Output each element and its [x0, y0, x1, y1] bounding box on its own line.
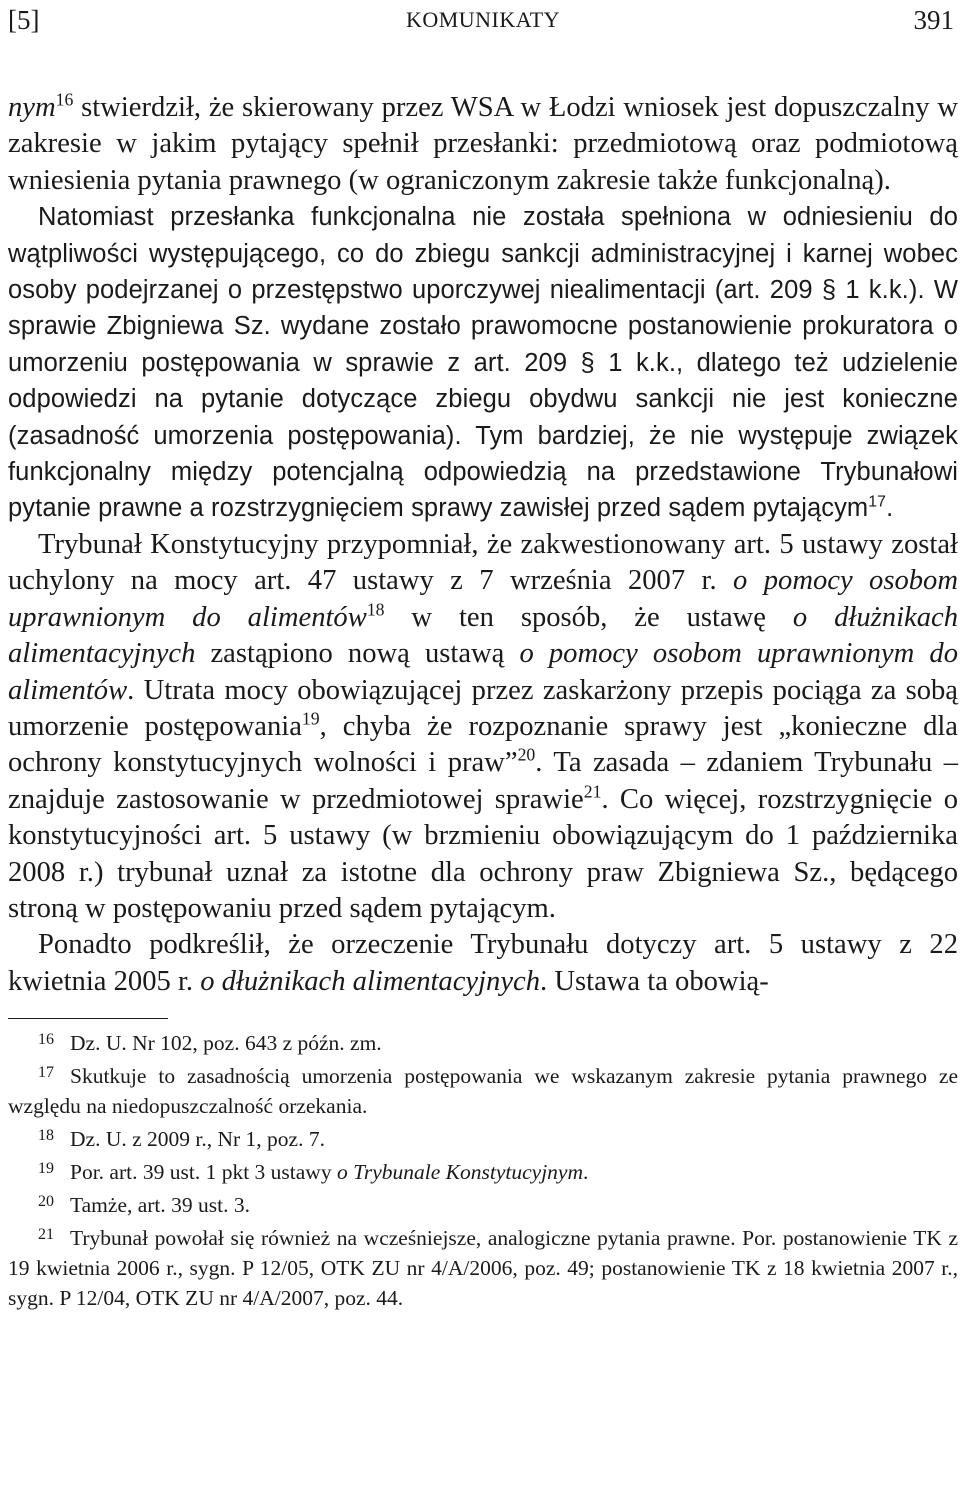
footnote-19	[8, 1154, 958, 1187]
footnote-number: 20	[38, 1193, 54, 1211]
italic-act-title: o pomocy osobom uprawnionym do alimentów	[8, 638, 958, 706]
paragraph-2-text: Natomiast przesłanka funkcjonalna nie została spełniona w odniesieniu do wątpliwości występującego, co do zbiegu sankcji administracyjnej i karnej wobec osoby podejrzanej o przestępstwo uporczywej niealimentacji (art. 209 § 1 k.k.). W sprawie Zbigniewa Sz. wydane zostało prawomocne postanowienie prokuratora o umorzeniu postępowania w sprawie z art. 209 § 1 k.k., dlatego też udzielenie odpowiedzi na pytanie dotyczące zbiegu obydwu sankcji nie jest konieczne (zasadność umorzenia postępowania). Tym bardziej, że nie występuje związek funkcjonalny między potencjalną odpowiedzią na przedstawione Trybunałowi pytanie prawne a rozstrzygnięciem sprawy zawisłej przed sądem pytającym	[8, 203, 958, 523]
footnote-number: 18	[38, 1127, 54, 1145]
italic-act-title: o dłużnikach alimentacyjnych	[8, 601, 958, 670]
footnote-ref-21: 21	[583, 781, 602, 802]
footnote-18	[8, 1121, 958, 1154]
footnote-21	[8, 1220, 958, 1313]
italic-act-title: o dłużnikach alimentacyjnych	[200, 965, 541, 997]
body-text	[8, 90, 958, 1000]
footnote-ref-20: 20	[517, 744, 536, 765]
paragraph-4-text-a: Ponadto podkreślił, że orzeczenie Trybunału dotyczy art. 5 ustawy z 22 kwietnia 2005 r.	[8, 929, 958, 997]
footnote-text: Tamże, art. 39 ust. 3.	[70, 1193, 250, 1218]
paragraph-3-text-g: . Utrata mocy obowiązującej przez zaskarżony przepis pociąga za sobą umorzenie postępowania	[8, 674, 958, 742]
paragraph-3-text-i: . Ta zasada – zdaniem Trybunału – znajduje zastosowanie w przedmiotowej sprawie	[8, 747, 958, 815]
page-header	[8, 0, 958, 46]
footnotes	[8, 1025, 958, 1313]
paragraph-3-text-c: w ten sposób, że ustawę	[384, 601, 793, 633]
footnote-number: 17	[38, 1064, 54, 1082]
footnote-ref-19: 19	[301, 708, 320, 729]
running-title: KOMUNIKATY	[405, 7, 561, 32]
footnote-text-end: .	[583, 1160, 589, 1185]
paragraph-2-end: .	[886, 494, 894, 523]
footnote-16	[8, 1025, 958, 1058]
footnote-17	[8, 1058, 958, 1121]
footnote-separator	[8, 1018, 168, 1019]
paragraph-3-text-j: . Co więcej, rozstrzygnięcie o konstytucyjności art. 5 ustawy (w brzmieniu obowiązującym do 1 października 2008 r.) trybunał uznał za istotne dla ochrony praw Zbigniewa Sz., będącego stroną w postępowaniu przed sądem pytającym.	[8, 783, 958, 924]
footnote-number: 21	[38, 1226, 54, 1244]
footnote-text: Dz. U. Nr 102, poz. 643 z późn. zm.	[70, 1031, 382, 1056]
footnote-ref-18: 18	[366, 599, 385, 620]
footnote-ref-16: 16	[55, 89, 74, 110]
paragraph-3	[8, 527, 958, 927]
footnote-text: Dz. U. z 2009 r., Nr 1, poz. 7.	[70, 1127, 325, 1152]
footnote-ref-17: 17	[868, 493, 887, 511]
footnote-text: Por. art. 39 ust. 1 pkt 3 ustawy	[70, 1160, 337, 1185]
section-number: [5]	[8, 5, 40, 35]
paragraph-4	[8, 927, 958, 1000]
paragraph-3-text-h: , chyba że rozpoznanie sprawy jest „konieczne dla ochrony konstytucyjnych wolności i praw”	[8, 710, 958, 779]
footnote-italic: o Trybunale Konstytucyjnym	[336, 1160, 583, 1185]
paragraph-3-text-e: zastąpiono nową ustawą	[195, 638, 520, 670]
paragraph-2	[8, 199, 958, 527]
italic-act-title: o pomocy osobom uprawnionym do alimentów	[8, 565, 958, 633]
italic-fragment: nym	[8, 92, 56, 123]
paragraph-4-text-c: . Ustawa ta obowią-	[540, 965, 769, 997]
page-number: 391	[913, 5, 954, 35]
footnote-text: Skutkuje to zasadnością umorzenia postępowania we wskazanym zakresie pytania prawnego ze względu na niedopuszczalność orzekania.	[8, 1064, 958, 1119]
footnote-number: 16	[38, 1031, 54, 1049]
paragraph-3-text-a: Trybunał Konstytucyjny przypomniał, że zakwestionowany art. 5 ustawy został uchylony na mocy art. 47 ustawy z 7 września 2007 r.	[8, 528, 958, 597]
document-page	[8, 0, 958, 1313]
footnote-20	[8, 1187, 958, 1220]
paragraph-1-text: stwierdził, że skierowany przez WSA w Łodzi wniosek jest dopuszczalny w zakresie w jakim pytający spełnił przesłanki: przedmiotową oraz podmiotową wniesienia pytania prawnego (w ograniczonym zakresie także funkcjonalną).	[8, 92, 958, 196]
footnote-text: Trybunał powołał się również na wcześniejsze, analogiczne pytania prawne. Por. postanowienie TK z 19 kwietnia 2006 r., sygn. P 12/05, OTK ZU nr 4/A/2006, poz. 49; postanowienie TK z 18 kwietnia 2007 r., sygn. P 12/04, OTK ZU nr 4/A/2007, poz. 44.	[8, 1226, 958, 1311]
footnote-number: 19	[38, 1160, 54, 1178]
paragraph-1	[8, 90, 958, 199]
